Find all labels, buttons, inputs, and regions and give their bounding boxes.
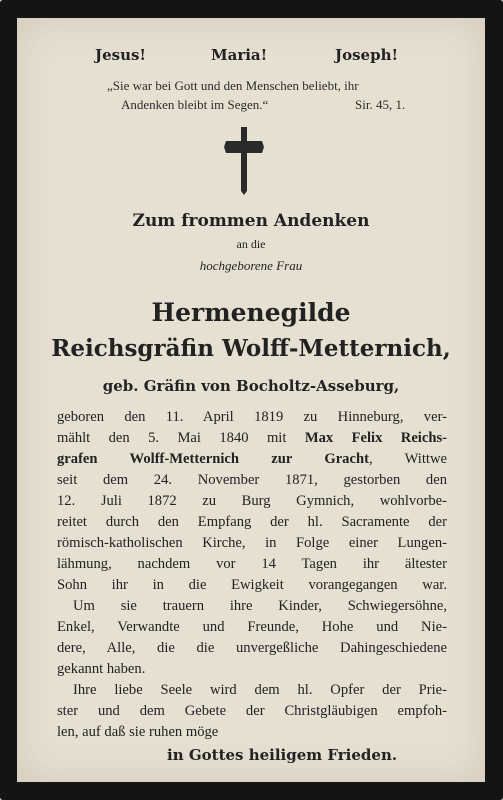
quote-source: Sir. 45, 1.	[355, 97, 406, 112]
body-line: gekannt haben.	[57, 661, 146, 677]
body-line	[57, 451, 447, 468]
body-line: seit dem 24. November 1871, gestorben den	[57, 472, 447, 488]
cross-icon	[222, 125, 266, 195]
paper	[17, 18, 485, 782]
body-line: Sohn ihr in die Ewigkeit vorangegangen war.	[57, 577, 447, 593]
heading-hochgeborene: hochgeborene Frau	[199, 258, 303, 273]
body-line: Ihre liebe Seele wird dem hl. Opfer der Prie-	[73, 682, 447, 698]
heading-title: Reichsgräfin Wolff-Metternich,	[51, 335, 451, 362]
body-name: Max Felix Reichs-	[304, 430, 447, 446]
heading-name: Hermenegilde	[151, 298, 351, 327]
body-line: ster und dem Gebete der Christgläubigen empfoh-	[57, 703, 447, 719]
body-line: Um sie trauern ihre Kinder, Schwiegersöhne,	[73, 598, 447, 614]
body-line: reitet durch den Empfang der hl. Sacramente der	[57, 514, 447, 530]
invocation-jesus: Jesus!	[95, 46, 147, 64]
body-line: 12. Juli 1872 zu Burg Gymnich, wohlvorbe-	[57, 493, 447, 509]
body-line: Enkel, Verwandte und Freunde, Hohe und Nie-	[57, 619, 447, 635]
quote-line-1: „Sie war bei Gott und den Menschen beliebt, ihr	[107, 78, 359, 93]
body-line: len, auf daß sie ruhen möge	[57, 724, 219, 740]
body-text: , Wittwe	[368, 451, 447, 467]
body-line: geboren den 11. April 1819 zu Hinneburg, ver-	[57, 409, 447, 425]
invocation-joseph: Joseph!	[335, 46, 399, 64]
body-name: grafen Wolff-Metternich zur Gracht	[57, 451, 369, 467]
body-line: lähmung, nachdem vor 14 Tagen ihr ältester	[57, 556, 447, 572]
body-text: mählt den 5. Mai 1840 mit	[57, 430, 305, 446]
body-line: dere, Alle, die die unvergeßliche Dahingeschiedene	[57, 640, 447, 656]
body-line	[57, 430, 447, 447]
closing-line: in Gottes heiligem Frieden.	[167, 746, 398, 764]
quote-line-2: Andenken bleibt im Segen.“	[121, 97, 269, 112]
invocation-maria: Maria!	[211, 46, 268, 64]
body-line: römisch-katholischen Kirche, in Folge einer Lungen-	[57, 535, 447, 551]
heading-geb: geb. Gräfin von Bocholtz-Asseburg,	[102, 377, 400, 395]
heading-an-die: an die	[236, 237, 266, 251]
heading-andenken: Zum frommen Andenken	[132, 211, 370, 231]
